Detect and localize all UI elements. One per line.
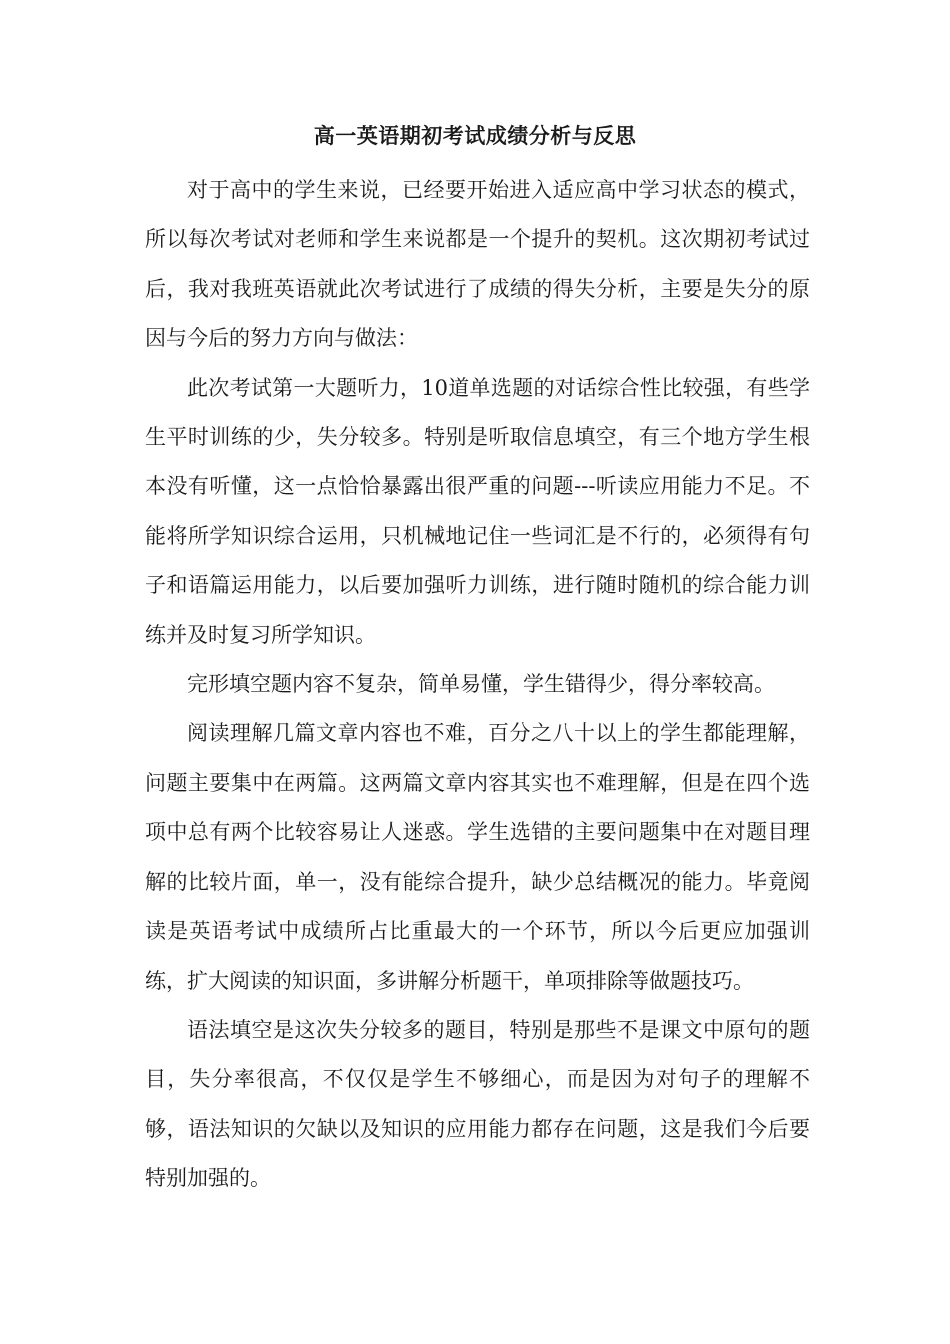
document-title: 高一英语期初考试成绩分析与反思	[313, 123, 637, 148]
paragraph-cloze: 完形填空题内容不复杂，简单易懂，学生错得少，得分率较高。	[187, 672, 775, 697]
paragraph-intro: 对于高中的学生来说，已经要开始进入适应高中学习状态的模式，所以每次考试对老师和学生来说都是一个提升的契机。这次期初考试过后，我对我班英语就此次考试进行了成绩的得失分析，主要是失分的原因与今后的努力方向与做法：	[145, 178, 810, 351]
paragraph-grammar: 语法填空是这次失分较多的题目，特别是那些不是课文中原句的题目，失分率很高，不仅仅是学生不够细心，而是因为对句子的理解不够，语法知识的欠缺以及知识的应用能力都存在问题，这是我们今后要特别加强的。	[145, 1017, 810, 1191]
paragraph-reading: 阅读理解几篇文章内容也不难，百分之八十以上的学生都能理解，问题主要集中在两篇。这两篇文章内容其实也不难理解，但是在四个选项中总有两个比较容易让人迷惑。学生选错的主要问题集中在对题目理解的比较片面，单一，没有能综合提升，缺少总结概况的能力。毕竟阅读是英语考试中成绩所占比重最大的一个环节，所以今后更应加强训练，扩大阅读的知识面，多讲解分析题干，单项排除等做题技巧。	[145, 721, 810, 993]
document-body	[145, 166, 810, 1204]
paragraph-listening: 此次考试第一大题听力，10道单选题的对话综合性比较强，有些学生平时训练的少，失分较多。特别是听取信息填空，有三个地方学生根本没有听懂，这一点恰恰暴露出很严重的问题---听读应用能力不足。不能将所学知识综合运用，只机械地记住一些词汇是不行的，必须得有句子和语篇运用能力，以后要加强听力训练，进行随时随机的综合能力训练并及时复习所学知识。	[145, 375, 810, 647]
